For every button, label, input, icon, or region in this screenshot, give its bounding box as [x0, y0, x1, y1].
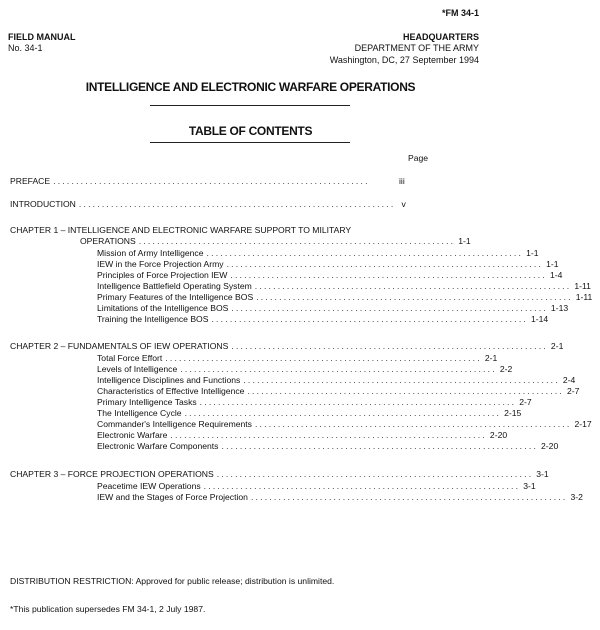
toc-item[interactable]: Characteristics of Effective Intelligence ..................................................................... 2-7 — [97, 386, 580, 396]
toc-item[interactable]: Primary Features of the Intelligence BOS ..................................................................... 1-11 — [97, 292, 593, 302]
manual-number: No. 34-1 — [8, 43, 43, 53]
toc-entry-introduction[interactable]: INTRODUCTION ..................................................................... v — [10, 199, 406, 209]
toc-heading-divider — [150, 142, 350, 143]
headquarters-label: HEADQUARTERS — [402, 32, 479, 42]
publication-date: Washington, DC, 27 September 1994 — [329, 55, 479, 65]
toc-entry-preface[interactable]: PREFACE ..................................................................... iii — [10, 176, 405, 186]
toc-item[interactable]: IEW and the Stages of Force Projection ..................................................................... 3-2 — [97, 492, 583, 502]
toc-entry-chapter-2[interactable]: CHAPTER 2 – FUNDAMENTALS OF IEW OPERATIONS ..................................................................... 2-1 — [10, 341, 564, 351]
title-divider — [150, 105, 350, 106]
page-column-label: Page — [408, 153, 429, 163]
toc-item[interactable]: Commander's Intelligence Requirements ..................................................................... 2-17 — [97, 419, 592, 429]
distribution-restriction: DISTRIBUTION RESTRICTION: Approved for public release; distribution is unlimited. — [10, 576, 335, 586]
toc-item[interactable]: Primary Intelligence Tasks ..................................................................... 2-7 — [97, 397, 532, 407]
toc-heading: TABLE OF CONTENTS — [188, 124, 313, 138]
toc-entry-chapter-3[interactable]: CHAPTER 3 – FORCE PROJECTION OPERATIONS ..................................................................... 3-1 — [10, 469, 549, 479]
toc-item[interactable]: IEW in the Force Projection Army ..................................................................... 1-1 — [97, 259, 559, 269]
toc-entry-chapter-1[interactable]: OPERATIONS ..................................................................... 1-1 — [80, 236, 471, 246]
toc-item[interactable]: Principles of Force Projection IEW ..................................................................... 1-4 — [97, 270, 563, 280]
toc-item[interactable]: Intelligence Battlefield Operating System ..................................................................... 1-11 — [97, 281, 591, 291]
document-number: *FM 34-1 — [441, 8, 479, 18]
department-label: DEPARTMENT OF THE ARMY — [354, 43, 479, 53]
toc-item[interactable]: Peacetime IEW Operations ..................................................................... 3-1 — [97, 481, 536, 491]
toc-item[interactable]: Limitations of the Intelligence BOS ..................................................................... 1-13 — [97, 303, 569, 313]
toc-item[interactable]: Total Force Effort ..................................................................... 2-1 — [97, 353, 498, 363]
chapter-1-title-line1[interactable]: CHAPTER 1 – INTELLIGENCE AND ELECTRONIC WARFARE SUPPORT TO MILITARY — [10, 225, 352, 235]
toc-item[interactable]: Mission of Army Intelligence ..................................................................... 1-1 — [97, 248, 539, 258]
toc-item[interactable]: Training the Intelligence BOS ..................................................................... 1-14 — [97, 314, 549, 324]
toc-item[interactable]: Intelligence Disciplines and Functions ..................................................................... 2-4 — [97, 375, 576, 385]
document-title: INTELLIGENCE AND ELECTRONIC WARFARE OPERATIONS — [85, 80, 416, 94]
supersedes-note: *This publication supersedes FM 34-1, 2 July 1987. — [10, 604, 206, 614]
field-manual-label: FIELD MANUAL — [8, 32, 76, 42]
toc-item[interactable]: Electronic Warfare Components ..................................................................... 2-20 — [97, 441, 559, 451]
toc-item[interactable]: The Intelligence Cycle ..................................................................... 2-15 — [97, 408, 522, 418]
toc-item[interactable]: Electronic Warfare ..................................................................... 2-20 — [97, 430, 508, 440]
toc-item[interactable]: Levels of Intelligence ..................................................................... 2-2 — [97, 364, 513, 374]
